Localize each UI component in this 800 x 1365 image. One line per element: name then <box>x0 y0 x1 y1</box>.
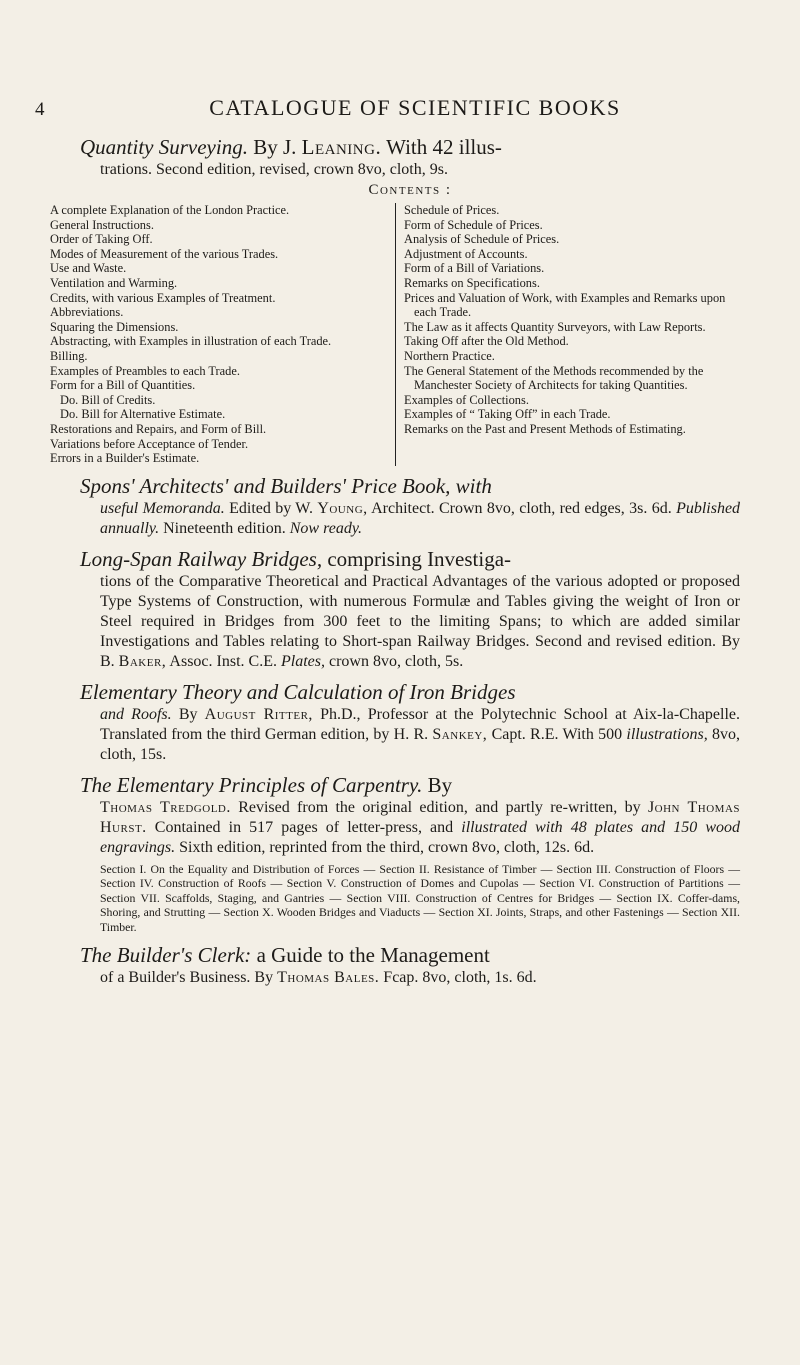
page-number: 4 <box>35 99 45 120</box>
contents-item: Variations before Acceptance of Tender. <box>50 436 249 451</box>
contents-item: Modes of Measurement of the various Trades. <box>50 246 279 261</box>
entry-title: Elementary Theory and Calculation of Iron Bridges <box>80 679 516 704</box>
contents-item: Form of Schedule of Prices. <box>404 217 543 232</box>
entry-author: Leaning. <box>301 135 382 159</box>
contents-item: Ventilation and Warming. <box>50 275 178 290</box>
entry-author: Thomas Tredgold. <box>100 798 231 816</box>
entry-builders-clerk <box>80 943 740 988</box>
contents-item: Squaring the Dimensions. <box>50 319 179 334</box>
page-header <box>35 95 740 135</box>
entry-title: The Elementary Principles of Carpentry. <box>80 772 423 797</box>
entry-author: Baker, <box>118 652 167 670</box>
entry-title: Long-Span Railway Bridges, <box>80 546 323 571</box>
entry-translator: Sankey, <box>432 725 488 743</box>
sections-list: Section I. On the Equality and Distribution of Forces — Section II. Resistance of Timber — Section III. Construction of Floors — Section IV. Construction of Roofs — Section V. Construction of Domes and Cupolas — Section VI. Construction of Partitions — Section VII. Scaffolds, Staging, and Gantries — Section VIII. Construction of Centres for Bridges — Section IX. Coffer-dams, Shoring, and Strutting — Section X. Wooden Bridges and Viaducts — Section XI. Joints, Straps, and other Fastenings — Section XII. Timber. <box>100 861 740 935</box>
contents-item: Do. Bill of Credits. <box>60 392 156 407</box>
contents-item: Use and Waste. <box>50 261 127 276</box>
entry-heading: Long-Span Railway Bridges, comprising Investiga- <box>80 546 512 571</box>
contents-item: Credits, with various Examples of Treatment. <box>50 290 276 305</box>
entry-body: useful Memoranda. Edited by W. Young, Architect. Crown 8vo, cloth, red edges, 3s. 6d. Published annually. Nineteenth edition. Now ready. <box>100 499 741 537</box>
contents-item: Schedule of Prices. <box>404 203 500 217</box>
entry-heading: The Builder's Clerk: a Guide to the Management <box>80 942 490 967</box>
entry-title: Quantity Surveying. <box>80 135 248 159</box>
entry-heading: The Elementary Principles of Carpentry. By <box>80 772 453 797</box>
entry-carpentry <box>80 773 740 935</box>
contents-item: Examples of Preambles to each Trade. <box>50 363 240 378</box>
entry-iron-bridges <box>80 680 740 765</box>
entry-spons-price-book <box>80 474 740 539</box>
contents-item: Examples of Collections. <box>404 392 529 407</box>
entry-author: Thomas Bales. <box>277 968 380 986</box>
entry-title: The Builder's Clerk: <box>80 942 252 967</box>
contents-item: Restorations and Repairs, and Form of Bill. <box>50 421 267 436</box>
contents-item: Abbreviations. <box>50 305 124 320</box>
contents-item: Examples of “ Taking Off” in each Trade. <box>404 407 611 422</box>
entry-long-span-bridges <box>80 547 740 672</box>
entry-body: of a Builder's Business. By Thomas Bales. Fcap. 8vo, cloth, 1s. 6d. <box>100 968 537 986</box>
contents-item: Remarks on Specifications. <box>404 275 540 290</box>
entry-editor: John Thomas Hurst. <box>100 798 741 836</box>
contents-item: The General Statement of the Methods recommended by the Manchester Society of Architects for taking Quantities. <box>404 363 704 393</box>
entry-title: Spons' Architects' and Builders' Price Book, with <box>80 473 492 498</box>
contents-left-column <box>50 203 395 466</box>
running-head: CATALOGUE OF SCIENTIFIC BOOKS <box>209 95 621 120</box>
contents-item: Form of a Bill of Variations. <box>404 261 545 276</box>
contents-right-column <box>395 203 740 466</box>
contents-item: Prices and Valuation of Work, with Examples and Remarks upon each Trade. <box>404 290 726 320</box>
contents-list <box>50 203 740 466</box>
contents-item: Adjustment of Accounts. <box>404 246 528 261</box>
contents-item: Analysis of Schedule of Prices. <box>404 232 560 247</box>
catalogue-page <box>35 95 741 996</box>
contents-item: Order of Taking Off. <box>50 232 153 247</box>
contents-item: Do. Bill for Alternative Estimate. <box>60 407 226 422</box>
entry-body: tions of the Comparative Theoretical and Practical Advantages of the various adopted or proposed Type Systems of Construction, with numerous Formulæ and Tables giving the weight of Iron or Steel required in Bridges from 300 feet to the limiting Spans; to which are added similar Investigations and Tables relating to Short-span Railway Bridges. Second and revised edition. By B. Baker, Assoc. Inst. C.E. Plates, crown 8vo, cloth, 5s. <box>100 572 740 670</box>
entry-heading <box>80 680 740 705</box>
contents-item: Form for a Bill of Quantities. <box>50 378 196 393</box>
contents-item: Taking Off after the Old Method. <box>404 334 569 349</box>
entry-body: Thomas Tredgold. Revised from the original edition, and partly re-written, by John Thomas Hurst. Contained in 517 pages of letter-press, and illustrated with 48 plates and 150 wood engravings. Sixth edition, reprinted from the third, crown 8vo, cloth, 12s. 6d. <box>100 798 741 856</box>
entry-author: Young, <box>317 499 368 517</box>
contents-item: Northern Practice. <box>404 348 495 363</box>
contents-item: Errors in a Builder's Estimate. <box>50 451 200 466</box>
entry-quantity-surveying <box>50 135 740 466</box>
entry-body: and Roofs. By August Ritter, Ph.D., Professor at the Polytechnic School at Aix-la-Chapelle. Translated from the third German edition, by H. R. Sankey, Capt. R.E. With 500 illustrations, 8vo, cloth, 15s. <box>100 705 741 763</box>
entry-author: August Ritter, <box>204 705 313 723</box>
contents-item: Abstracting, with Examples in illustration of each Trade. <box>50 334 332 349</box>
entry-body: trations. Second edition, revised, crown 8vo, cloth, 9s. <box>100 161 448 178</box>
contents-item: The Law as it affects Quantity Surveyors, with Law Reports. <box>404 319 706 334</box>
contents-item: General Instructions. <box>50 217 154 232</box>
contents-item: Remarks on the Past and Present Methods of Estimating. <box>404 421 686 436</box>
entry-heading: Quantity Surveying. By J. Leaning. With 42 illus- <box>80 135 502 159</box>
contents-item: A complete Explanation of the London Practice. <box>50 203 290 217</box>
contents-label: Contents : <box>368 182 452 198</box>
entry-heading <box>80 474 740 499</box>
contents-item: Billing. <box>50 348 88 363</box>
